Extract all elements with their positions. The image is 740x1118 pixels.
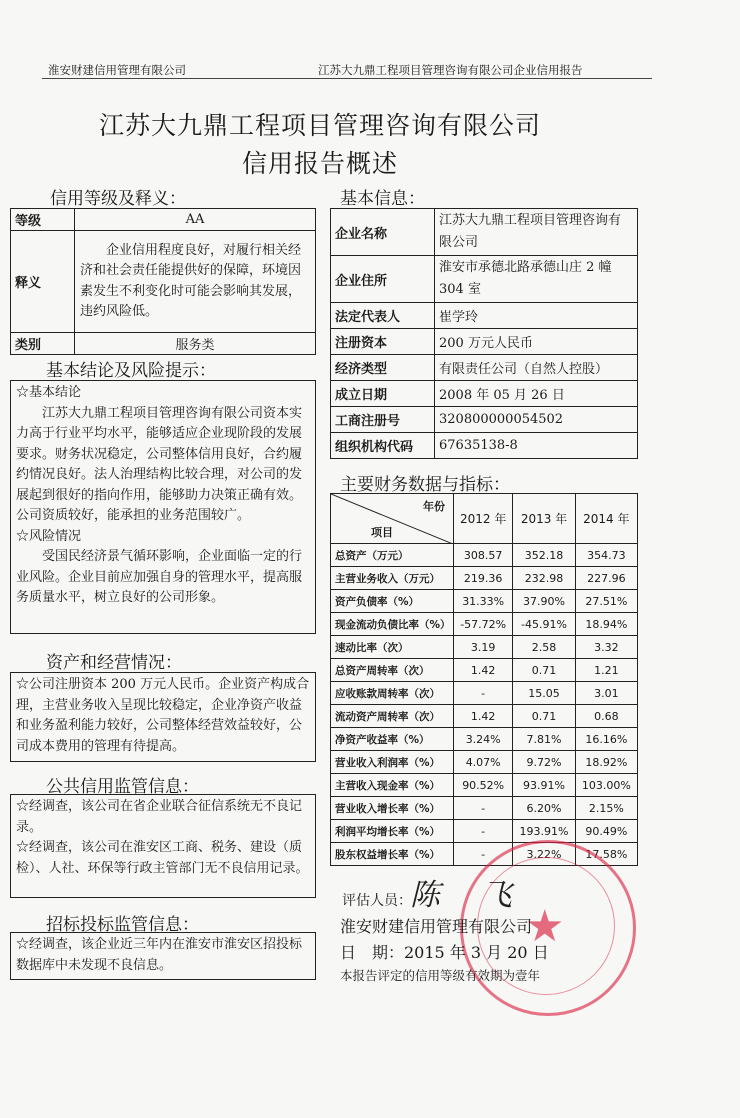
financial-value-cell: 3.19 (454, 636, 513, 659)
rating-section-title: 信用等级及释义： (50, 189, 186, 209)
financial-row (331, 544, 638, 567)
year-header: 2012 年 (454, 494, 513, 544)
financial-row (331, 590, 638, 613)
financial-item-label: 总资产（万元） (331, 544, 454, 567)
header-right: 江苏大九鼎工程项目管理咨询有限公司企业信用报告 (318, 63, 583, 77)
financial-item-label: 利润平均增长率（%） (331, 820, 454, 843)
info-label: 注册资本 (331, 329, 435, 355)
financial-value-cell: - (454, 797, 513, 820)
financial-value-cell: - (454, 682, 513, 705)
financial-value-cell: 308.57 (454, 544, 513, 567)
bidding-section-title: 招标投标监管信息： (46, 915, 199, 935)
financial-item-label: 营业收入利润率（%） (331, 751, 454, 774)
financial-corner-cell (331, 494, 454, 544)
info-label: 企业住所 (331, 256, 435, 303)
financial-value-cell: 6.20% (513, 797, 575, 820)
financial-item-label: 股东权益增长率（%） (331, 843, 454, 866)
financial-value-cell: 1.21 (575, 659, 637, 682)
financial-value-cell: 93.91% (513, 774, 575, 797)
bidding-text: ☆经调查，该企业近三年内在淮安市淮安区招投标数据库中未发现不良信息。 (16, 937, 303, 973)
financial-value-cell: 2.15% (575, 797, 637, 820)
report-subtitle: 信用报告概述 (241, 149, 398, 178)
financial-row (331, 774, 638, 797)
info-value: 320800000054502 (435, 407, 638, 433)
handwritten-signature: 陈 飞 (410, 878, 518, 913)
financial-value-cell: 7.81% (513, 728, 575, 751)
year-header: 2013 年 (513, 494, 575, 544)
info-label: 成立日期 (331, 381, 435, 407)
basic-conclusion-heading: ☆基本结论 (16, 385, 82, 400)
corner-item-label: 项目 (371, 526, 393, 539)
financial-row (331, 613, 638, 636)
financial-table-body (331, 544, 638, 866)
financial-row (331, 705, 638, 728)
financial-value-cell: 227.96 (575, 567, 637, 590)
financial-value-cell: 3.24% (454, 728, 513, 751)
info-value: 崔学玲 (435, 303, 638, 329)
financial-value-cell: 0.68 (575, 705, 637, 728)
financial-value-cell: 219.36 (454, 567, 513, 590)
evaluator-label: 评估人员： (342, 893, 412, 909)
financial-value-cell: 16.16% (575, 728, 637, 751)
risk-text: 受国民经济景气循环影响，企业面临一定的行业风险。企业目前应加强自身的管理水平，提高服务质量水平，树立良好的公司形象。 (16, 549, 303, 605)
financial-row (331, 728, 638, 751)
conclusion-box (10, 380, 316, 634)
financial-row (331, 820, 638, 843)
financial-item-label: 营业收入增长率（%） (331, 797, 454, 820)
financial-item-label: 资产负债率（%） (331, 590, 454, 613)
financial-item-label: 总资产周转率（次） (331, 659, 454, 682)
financial-value-cell: 15.05 (513, 682, 575, 705)
info-label: 企业名称 (331, 209, 435, 256)
financial-row (331, 636, 638, 659)
explain-label: 释义 (11, 231, 75, 333)
footer-date: 日 期：2015 年 3 月 20 日 (340, 943, 549, 962)
financial-value-cell: 352.18 (513, 544, 575, 567)
basic-info-section-title: 基本信息： (340, 189, 425, 209)
category-value: 服务类 (75, 333, 316, 355)
financial-item-label: 主营业务收入（万元） (331, 567, 454, 590)
public-item-2: ☆经调查，该公司在淮安区工商、税务、建设（质检）、人社、环保等行政主管部门无不良信用记录。 (16, 840, 309, 876)
info-value: 有限责任公司（自然人控股） (435, 355, 638, 381)
financial-item-label: 流动资产周转率（次） (331, 705, 454, 728)
financial-row (331, 567, 638, 590)
financial-value-cell: -45.91% (513, 613, 575, 636)
info-value: 淮安市承德北路承德山庄 2 幢 304 室 (435, 256, 638, 303)
financial-value-cell: 90.49% (575, 820, 637, 843)
footer-company: 淮安财建信用管理有限公司 (340, 917, 533, 936)
public-item-1: ☆经调查，该公司在省企业联合征信系统无不良记录。 (16, 799, 303, 835)
header-divider (42, 78, 652, 79)
financial-table (330, 493, 638, 866)
info-value: 200 万元人民币 (435, 329, 638, 355)
financial-value-cell: 1.42 (454, 705, 513, 728)
explain-text: 企业信用程度良好，对履行相关经济和社会责任能提供好的保障，环境因素发生不利变化时可能会影响其发展，违约风险低。 (75, 231, 316, 333)
financial-value-cell: 18.94% (575, 613, 637, 636)
financial-value-cell: 90.52% (454, 774, 513, 797)
financial-value-cell: 9.72% (513, 751, 575, 774)
financial-item-label: 应收账款周转率（次） (331, 682, 454, 705)
header-left: 淮安财建信用管理有限公司 (48, 63, 186, 77)
financial-row (331, 682, 638, 705)
financial-value-cell: 2.58 (513, 636, 575, 659)
conclusion-section-title: 基本结论及风险提示： (46, 361, 216, 381)
grade-label: 等级 (11, 209, 75, 231)
financial-row (331, 797, 638, 820)
financial-value-cell: 354.73 (575, 544, 637, 567)
info-value: 江苏大九鼎工程项目管理咨询有限公司 (435, 209, 638, 256)
info-label: 工商注册号 (331, 407, 435, 433)
financial-value-cell: 17.58% (575, 843, 637, 866)
basic-info-table (330, 208, 638, 459)
assets-text: ☆公司注册资本 200 万元人民币。企业资产构成合理，主营业务收入呈现比较稳定，企业净资产收益和业务盈利能力较好，公司整体经营效益较好，公司成本费用的管理有待提高。 (16, 677, 310, 754)
info-label: 经济类型 (331, 355, 435, 381)
financial-row (331, 659, 638, 682)
financial-value-cell: 3.32 (575, 636, 637, 659)
financial-value-cell: - (454, 820, 513, 843)
financial-value-cell: -57.72% (454, 613, 513, 636)
info-value: 67635138-8 (435, 433, 638, 459)
info-label: 组织机构代码 (331, 433, 435, 459)
financial-value-cell: 3.01 (575, 682, 637, 705)
financial-value-cell: 0.71 (513, 705, 575, 728)
financial-value-cell: - (454, 843, 513, 866)
financial-value-cell: 37.90% (513, 590, 575, 613)
grade-value: AA (75, 209, 316, 231)
financial-item-label: 净资产收益率（%） (331, 728, 454, 751)
info-label: 法定代表人 (331, 303, 435, 329)
corner-year-label: 年份 (423, 500, 445, 513)
seal-star-icon: ★ (525, 901, 565, 952)
basic-conclusion-text: 江苏大九鼎工程项目管理咨询有限公司资本实力高于行业平均水平，能够适应企业现阶段的发展要求。财务状况稳定，公司整体信用良好，合约履约情况良好。法人治理结构比较合理，对公司的发展起到很好的指向作用，能够助力决策正确有效。公司资质较好，能承担的业务范围较广。 (16, 405, 303, 523)
info-value: 2008 年 05 月 26 日 (435, 381, 638, 407)
assets-box (10, 672, 316, 762)
public-section-title: 公共信用监管信息： (46, 777, 199, 797)
financial-value-cell: 31.33% (454, 590, 513, 613)
financial-item-label: 主营收入现金率（%） (331, 774, 454, 797)
financial-value-cell: 4.07% (454, 751, 513, 774)
financial-value-cell: 232.98 (513, 567, 575, 590)
category-label: 类别 (11, 333, 75, 355)
footer-note: 本报告评定的信用等级有效期为壹年 (340, 968, 541, 983)
report-title: 江苏大九鼎工程项目管理咨询有限公司 (98, 111, 541, 140)
financial-item-label: 现金流动负债比率（%） (331, 613, 454, 636)
financial-value-cell: 3.22% (513, 843, 575, 866)
risk-heading: ☆风险情况 (16, 528, 82, 544)
financial-value-cell: 103.00% (575, 774, 637, 797)
year-header: 2014 年 (575, 494, 637, 544)
public-box (10, 794, 316, 898)
financial-row (331, 751, 638, 774)
financial-value-cell: 193.91% (513, 820, 575, 843)
assets-section-title: 资产和经营情况： (46, 653, 182, 673)
financial-value-cell: 18.92% (575, 751, 637, 774)
bidding-box (10, 932, 316, 980)
financial-item-label: 速动比率（次） (331, 636, 454, 659)
rating-table (10, 208, 316, 355)
financial-value-cell: 27.51% (575, 590, 637, 613)
financial-value-cell: 1.42 (454, 659, 513, 682)
financial-value-cell: 0.71 (513, 659, 575, 682)
financial-section-title: 主要财务数据与指标： (340, 475, 510, 495)
